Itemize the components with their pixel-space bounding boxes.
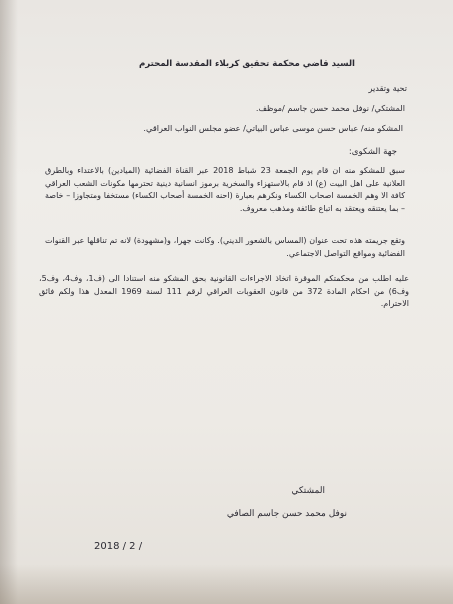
letter-date: 2018 / 2 / xyxy=(94,541,143,552)
complaint-paragraph-1: سبق للمشكو منه ان قام يوم الجمعة 23 شباط 2018 عبر القناة الفضائية (الميادين) بالاعتداء وبالطرق العلانية على اهل البيت (ع) اذ قام بالاستهزاء والسخرية برموز انسانية دينية تحترمها مكونات الشعب العراقي كافة الا وهم الخمسة اصحاب الكساء ونكرهم بعبارة (احنه الخمسة أصحاب الكساء) مستخفا ومتجاوزا – خاصة – بما يعتنقه ويعتقد به اتباع طائفة ومذهب معروف. xyxy=(45,166,405,213)
greeting: تحية وتقدير xyxy=(368,83,407,93)
accused-line: المشكو منه/ عباس حسن موسى عباس البياتي/ عضو مجلس النواب العراقي. xyxy=(143,123,403,133)
signature-label: المشتكي xyxy=(291,486,325,496)
request-paragraph: عليه اطلب من محكمتكم الموقرة اتخاذ الاجراءات القانونية بحق المشكو منه استنادا الى (ف1، وف4، وف5، وف6) من احكام المادة 372 من قانون العقوبات العراقي لرقم 111 لسنة 1969 المعدل هذا ولكم فائق الاحترام. xyxy=(39,274,410,309)
page-shadow-bottom xyxy=(0,564,453,604)
page-shadow-left xyxy=(0,0,18,604)
signature-name: نوفل محمد حسن جاسم الصافي xyxy=(226,509,347,519)
addressee-heading: السيد قاضي محكمة تحقيق كربلاء المقدسة المحترم xyxy=(138,59,355,69)
complainant-line: المشتكي/ نوفل محمد حسن جاسم /موظف. xyxy=(255,103,405,113)
complaint-paragraph-2: وتقع جريمته هذه تحت عنوان (المساس بالشعور الديني). وكانت جهرا، و(مشهودة) لانه تم تناقلها عبر القنوات الفضائية ومواقع التواصل الاجتماعي. xyxy=(45,236,405,258)
complaint-side-label: جهة الشكوى: xyxy=(348,147,397,157)
